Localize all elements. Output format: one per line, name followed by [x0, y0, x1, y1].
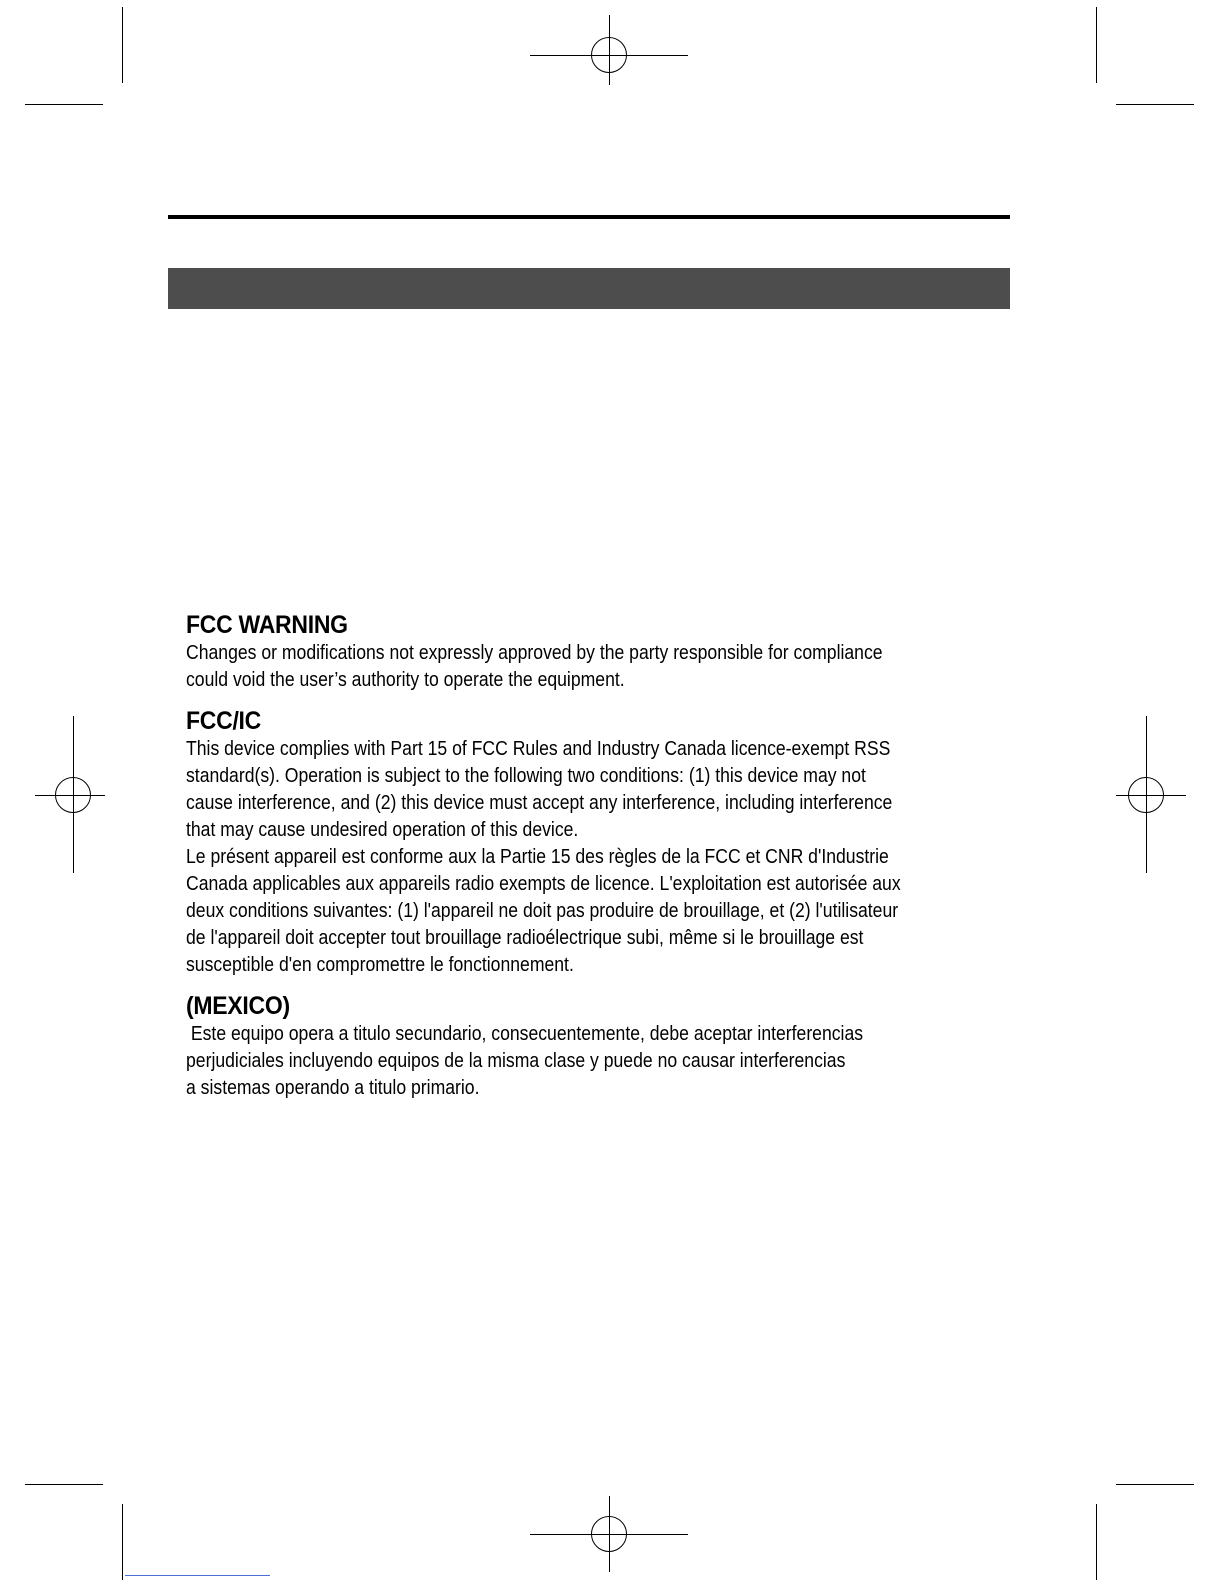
- text-line: This device complies with Part 15 of FCC Rules and Industry Canada licence-exempt RSS: [186, 738, 891, 760]
- text-line: that may cause undesired operation of this device.: [186, 819, 579, 841]
- text-line: deux conditions suivantes: (1) l'appareil ne doit pas produire de brouillage, et (2) l'utilisateur: [186, 900, 899, 922]
- text-line: Canada applicables aux appareils radio exempts de licence. L'exploitation est autorisée aux: [186, 873, 901, 895]
- top-rule-divider: [168, 215, 1010, 219]
- text-line: standard(s). Operation is subject to the following two conditions: (1) this device may not: [186, 765, 866, 787]
- text-line: Este equipo opera a titulo secundario, consecuentemente, debe aceptar interferencias: [186, 1023, 864, 1045]
- text-line: perjudiciales incluyendo equipos de la misma clase y puede no causar interferencias: [186, 1050, 846, 1072]
- bottom-edge-link-line: [125, 1575, 270, 1576]
- fcc-warning-section: [186, 610, 1016, 694]
- section-title: (MEXICO): [186, 992, 290, 1020]
- compliance-content: [186, 610, 1016, 1114]
- text-line: de l'appareil doit accepter tout brouillage radioélectrique subi, même si le brouillage est: [186, 927, 864, 949]
- text-line: a sistemas operando a titulo primario.: [186, 1077, 480, 1099]
- section-title: FCC/IC: [186, 707, 262, 735]
- text-line: Le présent appareil est conforme aux la Partie 15 des règles de la FCC et CNR d'Industrie: [186, 846, 889, 868]
- section-title: FCC WARNING: [186, 611, 348, 639]
- section-header-bar: [168, 268, 1010, 309]
- fcc-ic-section: [186, 706, 1016, 979]
- mexico-section: [186, 991, 1016, 1102]
- text-line: Changes or modifications not expressly approved by the party responsible for compliance: [186, 642, 883, 664]
- text-line: cause interference, and (2) this device must accept any interference, including interference: [186, 792, 893, 814]
- text-line: could void the user’s authority to operate the equipment.: [186, 669, 625, 691]
- text-line: susceptible d'en compromettre le fonctionnement.: [186, 954, 574, 976]
